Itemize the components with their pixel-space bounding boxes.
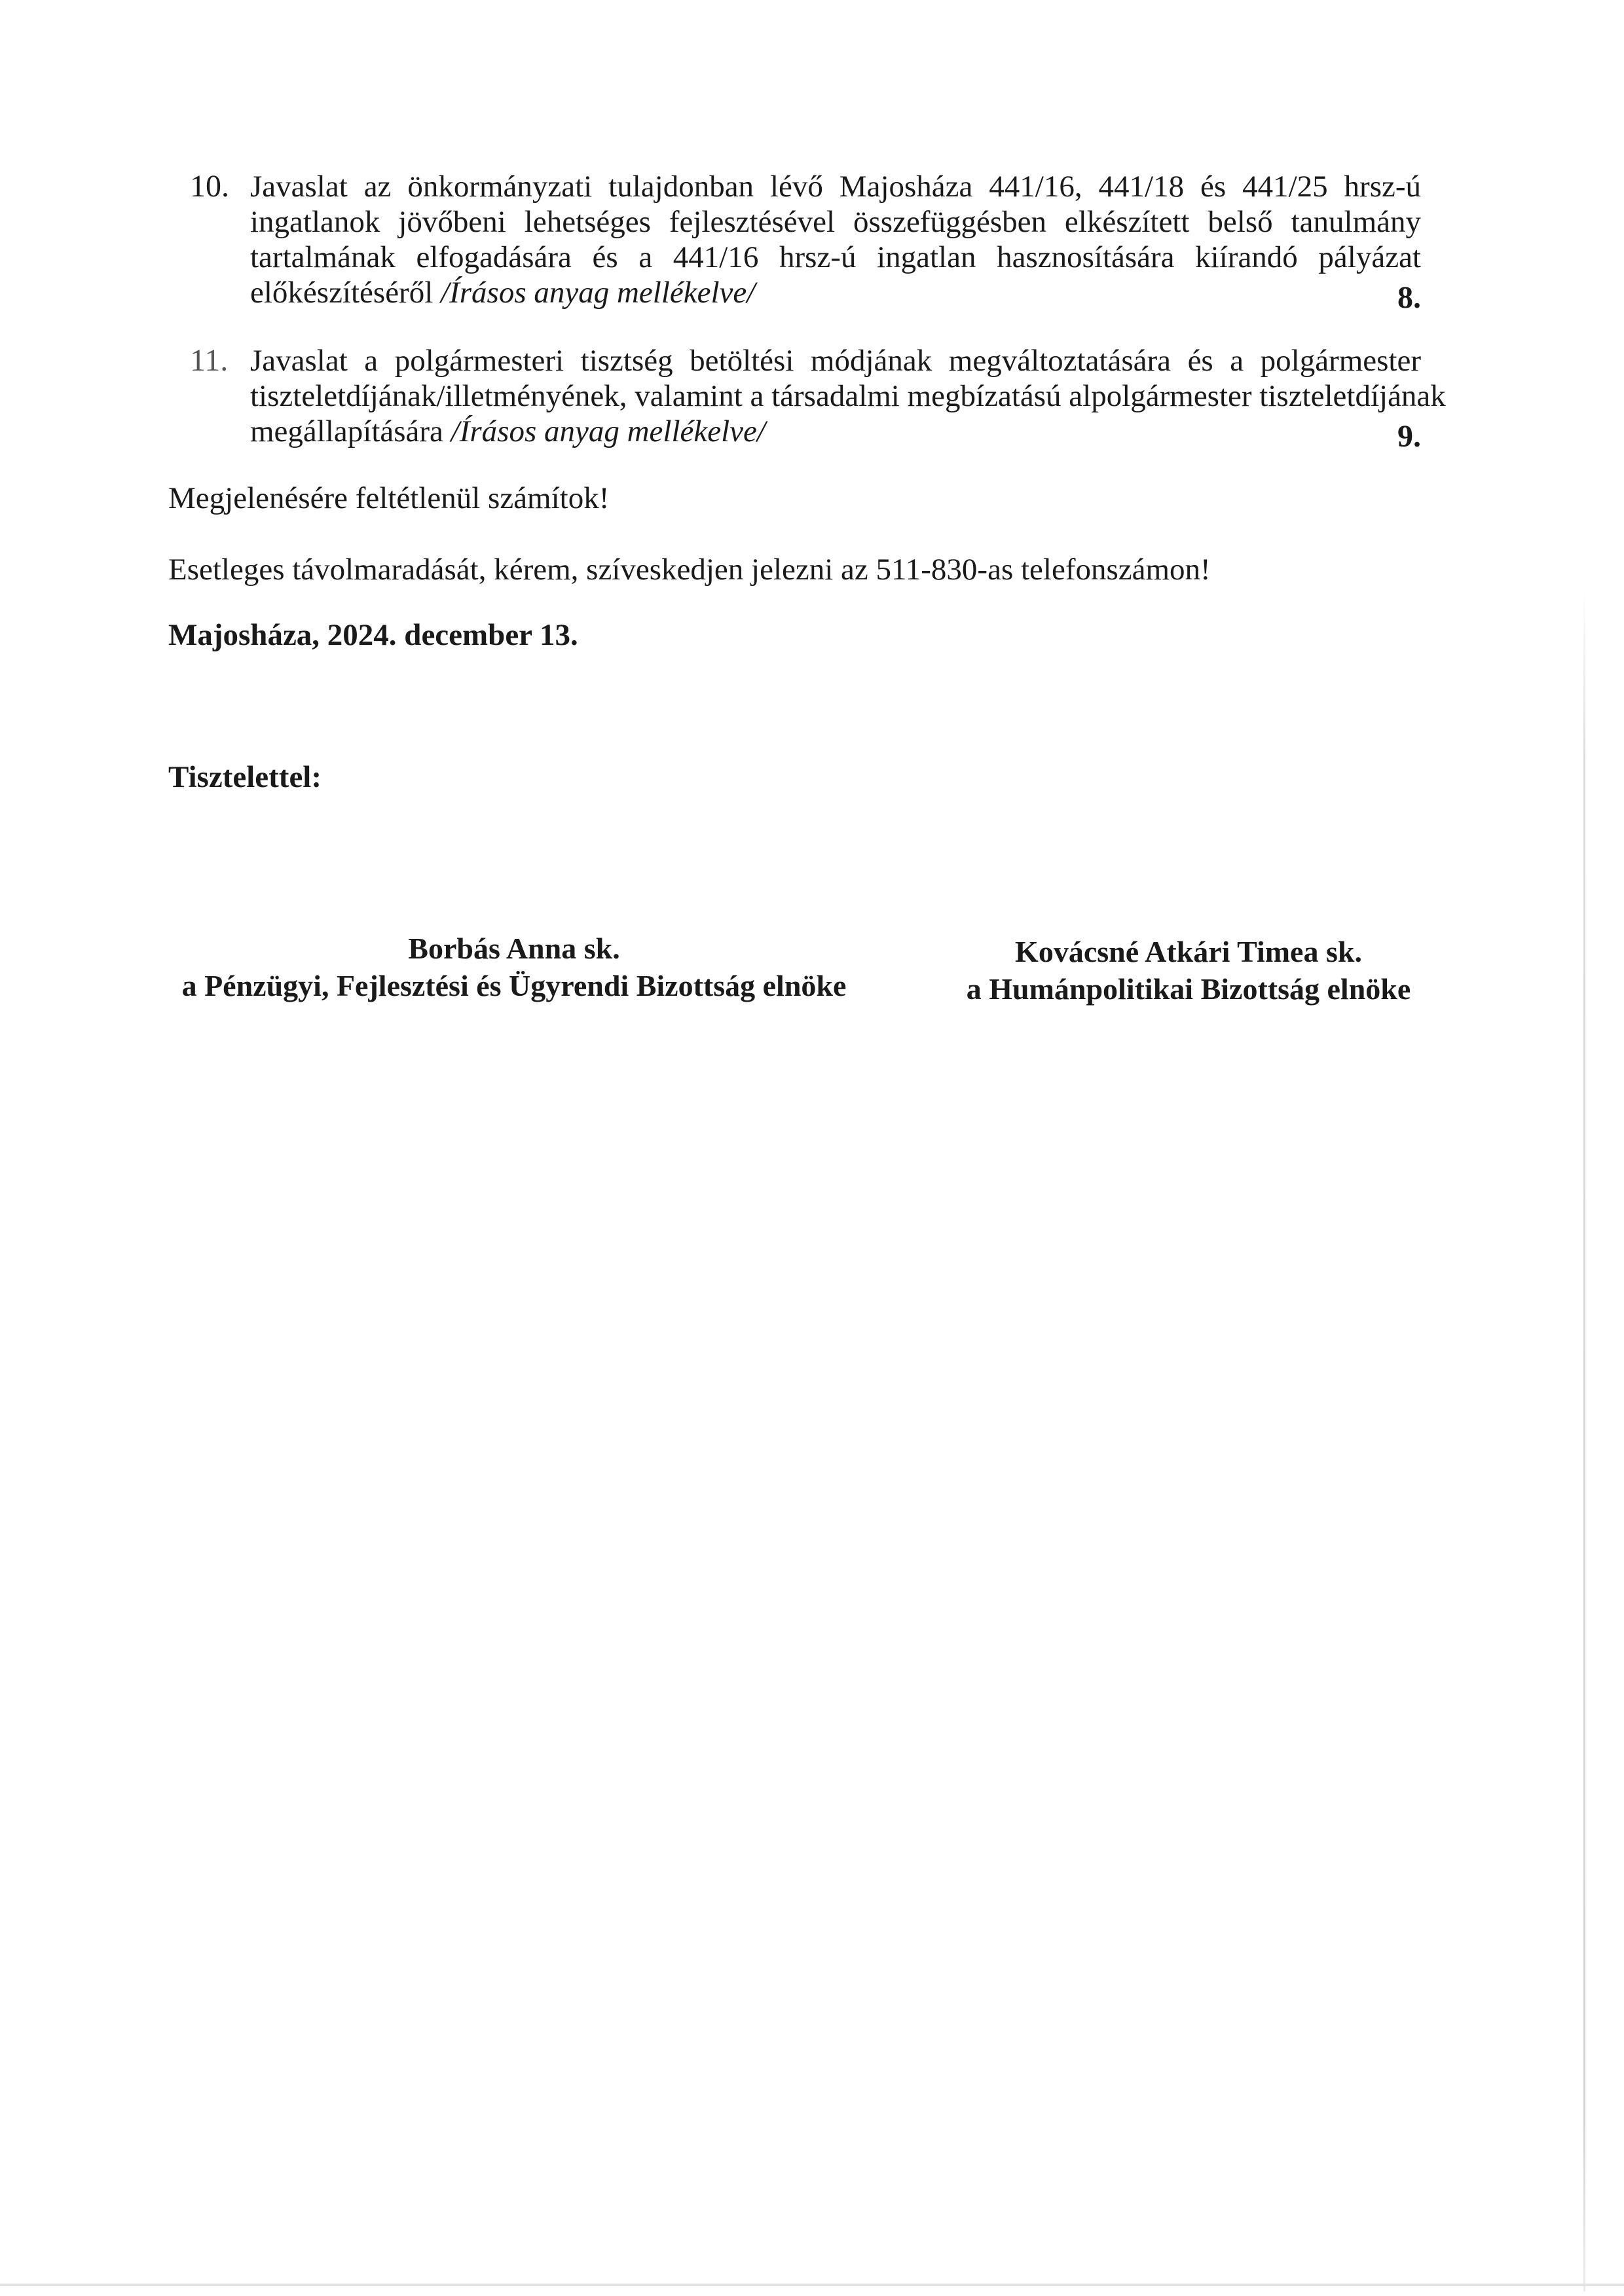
agenda-item-last-line	[250, 275, 1421, 315]
page-reference: 8.	[1397, 280, 1421, 315]
place-and-date: Majosháza, 2024. december 13.	[168, 618, 578, 652]
signatory-name: Kovácsné Atkári Timea sk.	[1015, 935, 1362, 968]
agenda-item-last-line	[250, 414, 1421, 454]
attachment-note: /Írásos anyag mellékelve/	[451, 414, 766, 448]
appearance-request: Megjelenésére feltétlenül számítok!	[168, 481, 610, 515]
agenda-item-text	[250, 169, 1421, 315]
scan-edge-line	[1583, 589, 1585, 2291]
signatory-role: a Humánpolitikai Bizottság elnöke	[966, 972, 1411, 1006]
scan-edge-line	[0, 2284, 1624, 2286]
page-reference: 9.	[1397, 419, 1421, 454]
signature-block-right	[953, 933, 1424, 1008]
agenda-item-line: Javaslat a polgármesteri tisztség betöltési módjának megváltoztatására és a polgármester	[250, 344, 1421, 378]
agenda-item-line: ingatlanok jövőbeni lehetséges fejlesztésével összefüggésben elkészített belső tanulmány	[250, 205, 1421, 239]
signatory-role: a Pénzügyi, Fejlesztési és Ügyrendi Bizottság elnöke	[181, 969, 847, 1002]
absence-note: Esetleges távolmaradását, kérem, szíveskedjen jelezni az 511-830-as telefonszámon!	[168, 553, 1211, 587]
signatory-name: Borbás Anna sk.	[408, 932, 620, 965]
regards: Tisztelettel:	[168, 760, 322, 794]
signature-block-left	[177, 930, 851, 1004]
agenda-item-line: előkészítéséről	[250, 276, 441, 310]
agenda-item-line: Javaslat az önkormányzati tulajdonban lévő Majosháza 441/16, 441/18 és 441/25 hrsz-ú	[250, 170, 1421, 204]
agenda-item-line: tiszteletdíjának/illetményének, valamint a társadalmi megbízatású alpolgármester tiszteletdíjának	[250, 379, 1446, 413]
agenda-item-text	[250, 343, 1446, 454]
agenda-item-number: 11.	[190, 343, 229, 378]
agenda-item-line: megállapítására	[250, 414, 451, 448]
agenda-item-number: 10.	[190, 169, 229, 204]
agenda-item-line: tartalmának elfogadására és a 441/16 hrsz-ú ingatlan hasznosítására kiírandó pályázat	[250, 240, 1421, 274]
attachment-note: /Írásos anyag mellékelve/	[441, 276, 756, 310]
